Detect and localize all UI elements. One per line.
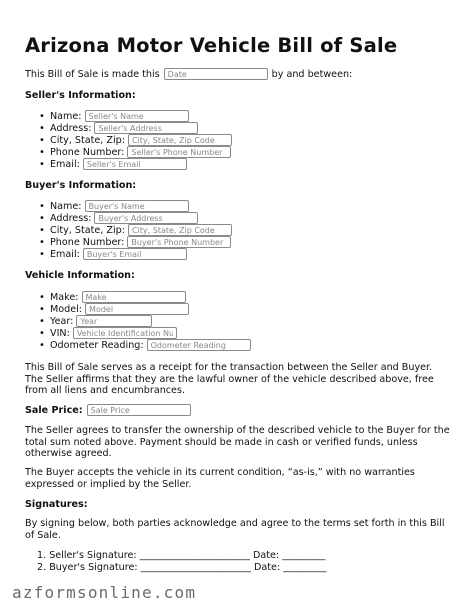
- bullet-icon: •: [39, 304, 45, 315]
- vehicle-make-input[interactable]: [82, 291, 186, 303]
- bullet-icon: •: [39, 147, 45, 158]
- bullet-icon: •: [39, 123, 45, 134]
- sale-price-label: Sale Price:: [25, 404, 83, 416]
- buyer-address-row: [39, 212, 198, 224]
- seller-email-row: [39, 158, 187, 170]
- receipt-paragraph: This Bill of Sale serves as a receipt for the transaction between the Seller and Buyer. The Seller affirms that they are the lawful owner of the vehicle described above, free from all liens and encumbrances.: [25, 362, 434, 397]
- vehicle-vin-row: [39, 327, 177, 339]
- field-label: City, State, Zip:: [50, 134, 125, 146]
- buyer-phone-row: [39, 236, 231, 248]
- vehicle-vin-input[interactable]: [73, 327, 177, 339]
- seller-address-input[interactable]: [94, 122, 198, 134]
- intro-after: by and between:: [271, 68, 353, 80]
- field-label: Address:: [50, 122, 92, 134]
- bullet-icon: •: [39, 225, 45, 236]
- field-label: Phone Number:: [50, 236, 125, 248]
- seller-name-input[interactable]: [85, 110, 189, 122]
- vehicle-year-row: [39, 315, 152, 327]
- buyer-signature-line: 2. Buyer's Signature: _______________________ Date: _________: [37, 562, 327, 573]
- vehicle-odometer-row: [39, 339, 251, 351]
- field-label: VIN:: [50, 327, 70, 339]
- vehicle-odometer-input[interactable]: [147, 339, 251, 351]
- date-input[interactable]: [164, 68, 268, 80]
- buyer-address-input[interactable]: [94, 212, 198, 224]
- buyer-heading: Buyer's Information:: [25, 180, 137, 191]
- field-label: Odometer Reading:: [50, 339, 144, 351]
- field-label: City, State, Zip:: [50, 224, 125, 236]
- field-label: Make:: [50, 291, 79, 303]
- bullet-icon: •: [39, 111, 45, 122]
- vehicle-model-row: [39, 303, 189, 315]
- buyer-name-input[interactable]: [85, 200, 189, 212]
- bullet-icon: •: [39, 328, 45, 339]
- bullet-icon: •: [39, 135, 45, 146]
- bullet-icon: •: [39, 237, 45, 248]
- intro-before: This Bill of Sale is made this: [25, 68, 160, 80]
- field-label: Address:: [50, 212, 92, 224]
- as-is-paragraph: The Buyer accepts the vehicle in its current condition, “as-is,” with no warranties expressed or implied by the Seller.: [25, 467, 415, 490]
- sale-price-line: [25, 404, 195, 416]
- seller-city-row: [39, 134, 232, 146]
- seller-signature-line: 1. Seller's Signature: _______________________ Date: _________: [37, 550, 326, 561]
- intro-line: [25, 68, 352, 80]
- buyer-email-row: [39, 248, 187, 260]
- field-label: Email:: [50, 248, 80, 260]
- vehicle-year-input[interactable]: [76, 315, 152, 327]
- buyer-email-input[interactable]: [83, 248, 187, 260]
- field-label: Year:: [50, 315, 74, 327]
- buyer-phone-input[interactable]: [127, 236, 231, 248]
- vehicle-make-row: [39, 291, 186, 303]
- seller-email-input[interactable]: [83, 158, 187, 170]
- seller-address-row: [39, 122, 198, 134]
- seller-name-row: [39, 110, 189, 122]
- bullet-icon: •: [39, 292, 45, 303]
- payment-paragraph: The Seller agrees to transfer the ownership of the described vehicle to the Buyer for the total sum noted above. Payment should be made in cash or verified funds, unless otherwise agreed.: [25, 425, 450, 460]
- watermark: azformsonline.com: [12, 583, 197, 602]
- page-title: Arizona Motor Vehicle Bill of Sale: [25, 34, 398, 57]
- seller-phone-input[interactable]: [127, 146, 231, 158]
- bullet-icon: •: [39, 213, 45, 224]
- bullet-icon: •: [39, 249, 45, 260]
- seller-heading: Seller's Information:: [25, 90, 136, 101]
- field-label: Phone Number:: [50, 146, 125, 158]
- vehicle-model-input[interactable]: [85, 303, 189, 315]
- bullet-icon: •: [39, 159, 45, 170]
- field-label: Email:: [50, 158, 80, 170]
- buyer-name-row: [39, 200, 189, 212]
- buyer-city-input[interactable]: [128, 224, 232, 236]
- seller-phone-row: [39, 146, 231, 158]
- bullet-icon: •: [39, 316, 45, 327]
- field-label: Name:: [50, 200, 82, 212]
- seller-city-input[interactable]: [128, 134, 232, 146]
- vehicle-heading: Vehicle Information:: [25, 270, 135, 281]
- bullet-icon: •: [39, 201, 45, 212]
- bullet-icon: •: [39, 340, 45, 351]
- buyer-city-row: [39, 224, 232, 236]
- field-label: Model:: [50, 303, 83, 315]
- field-label: Name:: [50, 110, 82, 122]
- signatures-paragraph: By signing below, both parties acknowledge and agree to the terms set forth in this Bill of Sale.: [25, 518, 445, 541]
- sale-price-input[interactable]: [87, 404, 191, 416]
- signatures-heading: Signatures:: [25, 499, 88, 510]
